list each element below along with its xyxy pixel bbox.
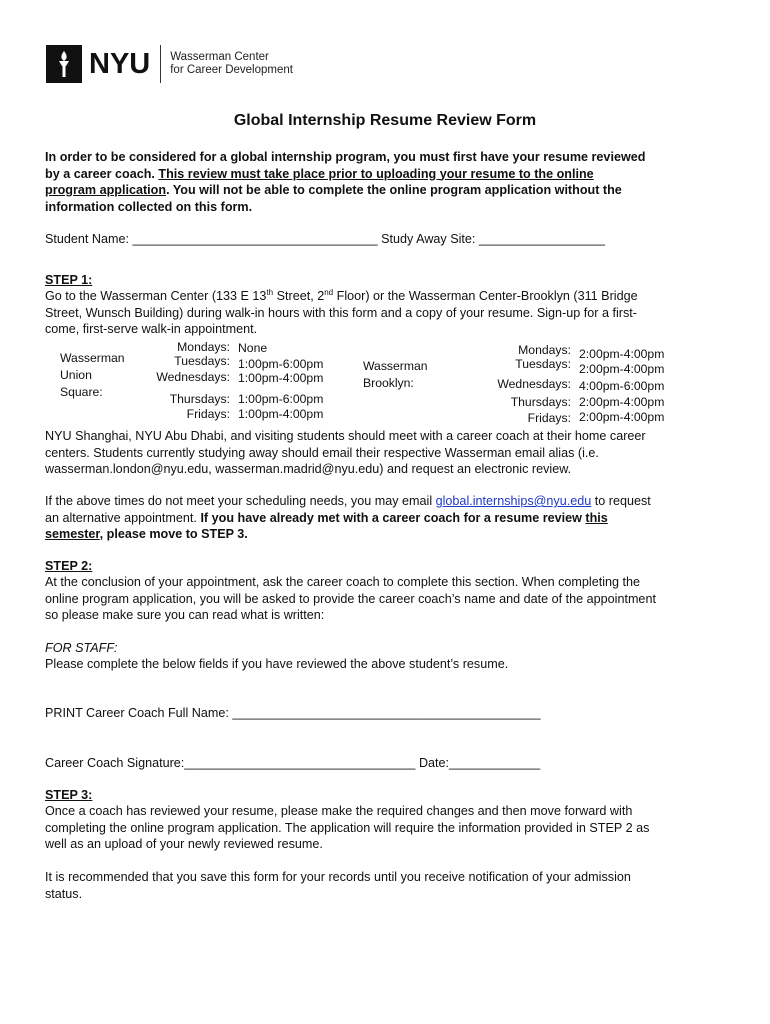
paragraph-line: centers. Students currently studying away should email their respective Wasserman email alias (i.e. xyxy=(45,445,599,460)
paragraph-line: wasserman.london@nyu.edu, wasserman.madrid@nyu.edu) and request an electronic review. xyxy=(45,462,572,476)
brooklyn-time: 2:00pm-4:00pm xyxy=(579,410,665,424)
save-form-note xyxy=(45,869,631,902)
brooklyn-time: 2:00pm-4:00pm xyxy=(579,395,665,409)
paragraph-text: If the above times do not meet your scheduling needs, you may email xyxy=(45,494,436,508)
step1-paragraph xyxy=(45,288,638,338)
paragraph-line: completing the online program application. The application will require the information provided in STEP 2 as xyxy=(45,820,650,835)
location-label-line: Brooklyn: xyxy=(363,376,414,390)
paragraph-bold-text: , please move to STEP 3. xyxy=(99,527,248,541)
step2-paragraph xyxy=(45,574,656,624)
union-day: Thursdays: xyxy=(169,392,230,406)
torch-icon xyxy=(46,45,82,83)
step3-paragraph xyxy=(45,803,649,853)
paragraph-underlined-text: semester xyxy=(45,527,100,541)
intro-line xyxy=(45,182,645,199)
step1-text: Street, 2 xyxy=(273,289,325,303)
brooklyn-time: 2:00pm-4:00pm xyxy=(579,347,665,361)
logo-subtitle-line2: for Career Development xyxy=(170,64,293,76)
location-label-line: Square: xyxy=(60,385,103,399)
logo-subtitle-line1: Wasserman Center xyxy=(170,51,269,63)
step3-heading: STEP 3: xyxy=(45,788,93,802)
step1-line: come, first-serve walk-in appointment. xyxy=(45,322,258,336)
paragraph-line: It is recommended that you save this form for your records until you receive notification of your admission xyxy=(45,870,631,884)
union-day: Wednesdays: xyxy=(156,370,230,384)
union-time: 1:00pm-6:00pm xyxy=(238,392,324,406)
intro-text: by a career coach. xyxy=(45,166,159,181)
union-time: None xyxy=(238,341,268,355)
alternative-appointment-paragraph xyxy=(45,493,651,543)
brooklyn-label xyxy=(363,358,428,392)
paragraph-line xyxy=(45,510,651,527)
brooklyn-day: Wednesdays: xyxy=(497,377,571,391)
intro-line: information collected on this form. xyxy=(45,199,253,214)
step1-line: Street, Wunsch Building) during walk-in hours with this form and a copy of your resume. Sign-up for a first- xyxy=(45,305,637,320)
paragraph-line: well as an upload of your newly reviewed resume. xyxy=(45,837,323,851)
brooklyn-day: Mondays: xyxy=(518,343,571,357)
paragraph-line: At the conclusion of your appointment, ask the career coach to complete this section. When completing the xyxy=(45,575,641,589)
nyu-logo xyxy=(46,44,293,84)
paragraph-line: so please make sure you can read what is written: xyxy=(45,608,325,622)
paragraph-bold-text: If you have already met with a career coach for a resume review xyxy=(200,510,586,525)
intro-line: In order to be considered for a global internship program, you must first have your resume reviewed xyxy=(45,150,646,164)
paragraph-underlined-text: this xyxy=(585,510,608,525)
paragraph-text: an alternative appointment. xyxy=(45,510,201,525)
union-time: 1:00pm-4:00pm xyxy=(238,371,324,385)
union-square-label xyxy=(60,350,125,401)
location-label-line: Union xyxy=(60,368,92,382)
step1-heading: STEP 1: xyxy=(45,273,93,287)
paragraph-line: online program application, you will be asked to provide the career coach’s name and date of the appointment xyxy=(45,591,656,606)
superscript: nd xyxy=(324,287,334,297)
union-time: 1:00pm-4:00pm xyxy=(238,407,324,421)
intro-underlined-text: This review must take place prior to uploading your resume to the online xyxy=(158,166,594,181)
paragraph-line: NYU Shanghai, NYU Abu Dhabi, and visiting students should meet with a career coach at their home career xyxy=(45,429,646,443)
brooklyn-day: Fridays: xyxy=(527,411,571,425)
for-staff-label: FOR STAFF: xyxy=(45,641,118,655)
logo-subtitle xyxy=(170,51,293,77)
paragraph-line xyxy=(45,493,651,510)
logo-brand: NYU xyxy=(89,48,151,80)
logo-divider xyxy=(160,45,161,83)
step1-text: Go to the Wasserman Center (133 E 13 xyxy=(45,289,267,303)
union-time: 1:00pm-6:00pm xyxy=(238,357,324,371)
location-label-line: Wasserman xyxy=(60,351,125,365)
superscript: th xyxy=(266,287,274,297)
union-day: Mondays: xyxy=(177,340,230,354)
brooklyn-day: Tuesdays: xyxy=(515,357,571,371)
union-day: Tuesdays: xyxy=(174,354,230,368)
email-link[interactable]: global.internships@nyu.edu xyxy=(435,494,592,508)
intro-line xyxy=(45,166,645,183)
coach-name-field[interactable]: PRINT Career Coach Full Name: ____________________________________________ xyxy=(45,706,541,720)
page-title: Global Internship Resume Review Form xyxy=(233,112,537,129)
remote-students-paragraph xyxy=(45,428,646,478)
intro-underlined-text: program application xyxy=(45,183,167,197)
brooklyn-time: 4:00pm-6:00pm xyxy=(579,379,665,393)
brooklyn-day: Thursdays: xyxy=(510,395,571,409)
step2-heading: STEP 2: xyxy=(45,559,93,573)
paragraph-text: to request xyxy=(591,494,651,508)
coach-signature-field[interactable]: Career Coach Signature:_________________________________ Date:_____________ xyxy=(45,756,541,770)
paragraph-line xyxy=(45,526,651,543)
student-name-field[interactable]: Student Name: ___________________________________ Study Away Site: __________________ xyxy=(45,232,605,246)
staff-note: Please complete the below fields if you have reviewed the above student’s resume. xyxy=(45,657,509,671)
paragraph-line: status. xyxy=(45,886,83,901)
location-label-line: Wasserman xyxy=(363,359,428,373)
intro-text: . You will not be able to complete the online program application without the xyxy=(166,183,622,197)
paragraph-line: Once a coach has reviewed your resume, please make the required changes and then move forward with xyxy=(45,804,633,818)
brooklyn-time: 2:00pm-4:00pm xyxy=(579,362,665,376)
union-day: Fridays: xyxy=(186,407,230,421)
intro-paragraph xyxy=(45,149,645,215)
step1-text: Floor) or the Wasserman Center-Brooklyn (311 Bridge xyxy=(333,289,638,303)
step1-line xyxy=(45,288,638,305)
